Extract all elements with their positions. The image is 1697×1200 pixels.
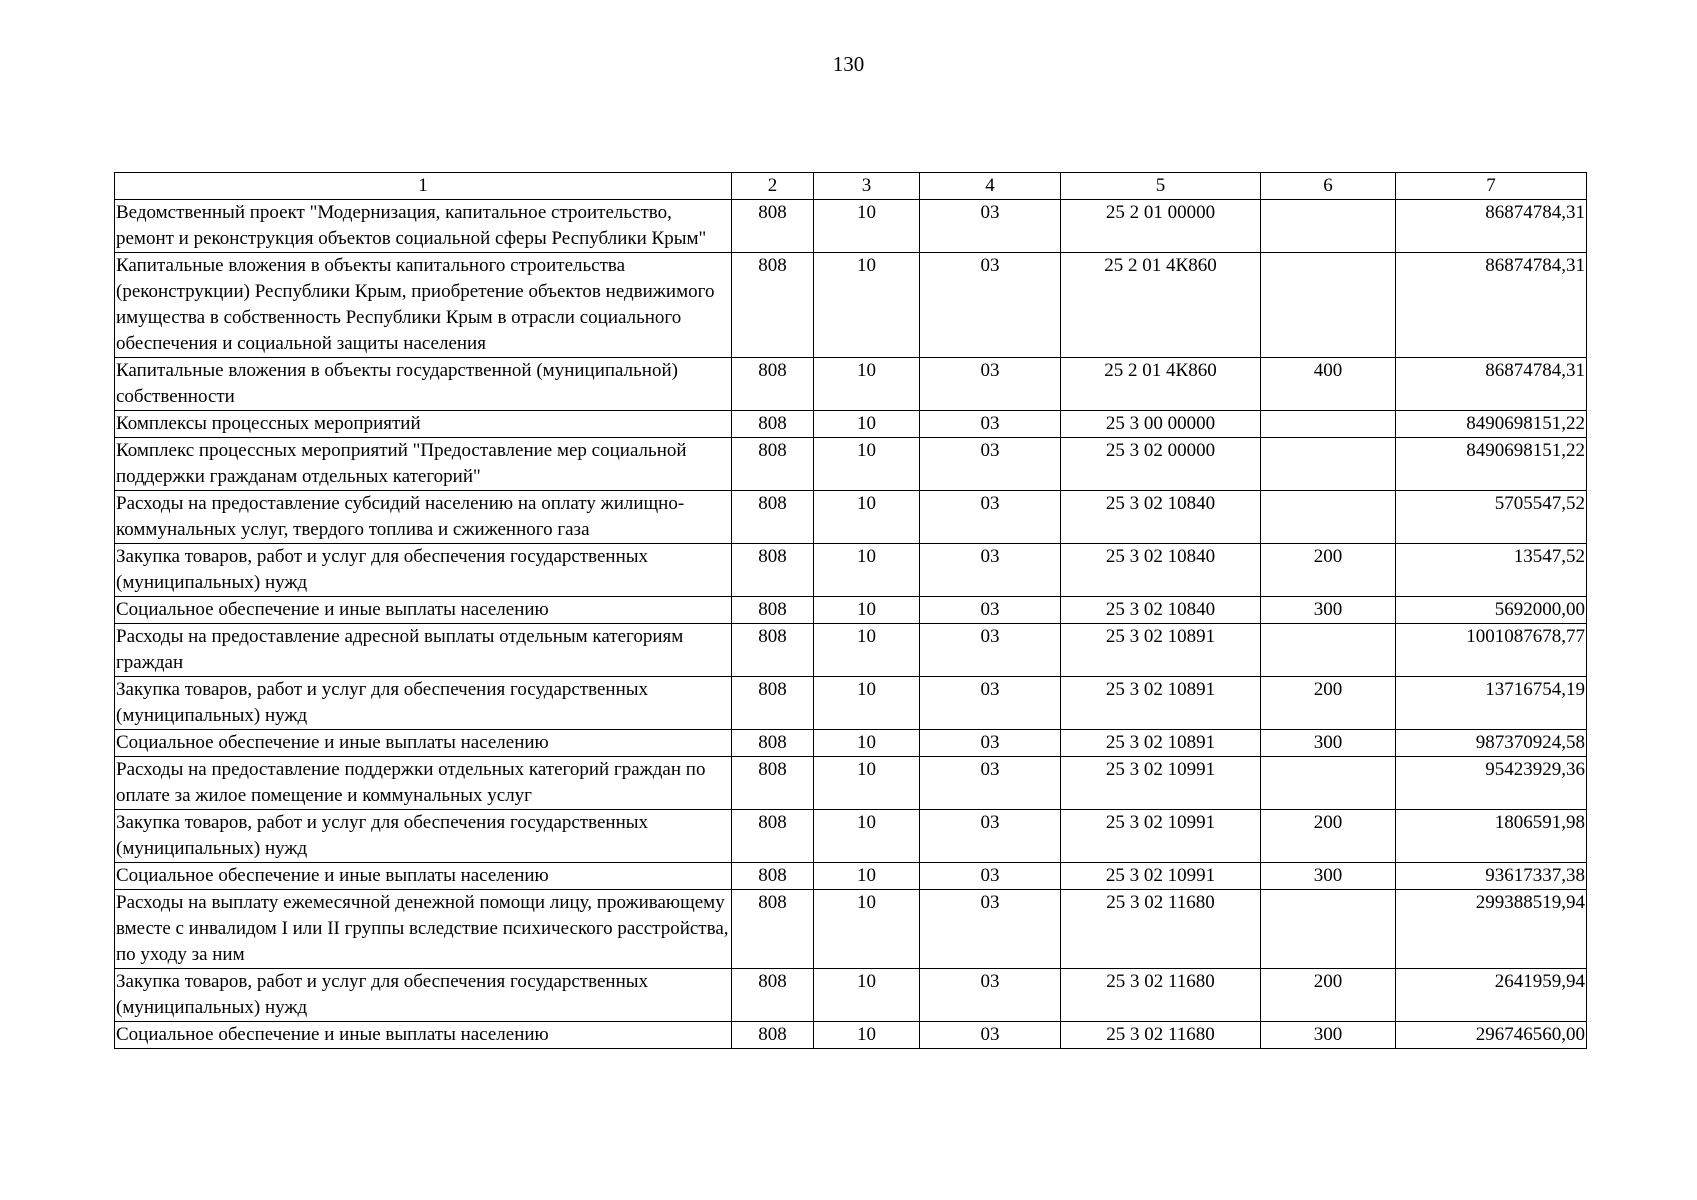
expense-type-cell xyxy=(1261,890,1396,969)
subsection-cell: 03 xyxy=(920,253,1061,358)
admin-code-cell: 808 xyxy=(732,863,814,890)
target-article-cell: 25 3 02 00000 xyxy=(1061,438,1261,491)
target-article-cell: 25 2 01 4К860 xyxy=(1061,253,1261,358)
table-row xyxy=(115,677,1587,730)
row-name-cell: Социальное обеспечение и иные выплаты населению xyxy=(115,730,732,757)
expense-type-cell: 300 xyxy=(1261,597,1396,624)
table-row xyxy=(115,411,1587,438)
admin-code-cell: 808 xyxy=(732,491,814,544)
target-article-cell: 25 3 02 10991 xyxy=(1061,757,1261,810)
subsection-cell: 03 xyxy=(920,200,1061,253)
table-row xyxy=(115,624,1587,677)
amount-cell: 86874784,31 xyxy=(1396,253,1587,358)
row-name-cell: Закупка товаров, работ и услуг для обеспечения государственных (муниципальных) нужд xyxy=(115,969,732,1022)
amount-cell: 5705547,52 xyxy=(1396,491,1587,544)
amount-cell: 93617337,38 xyxy=(1396,863,1587,890)
admin-code-cell: 808 xyxy=(732,810,814,863)
section-cell: 10 xyxy=(814,810,920,863)
target-article-cell: 25 3 02 10891 xyxy=(1061,677,1261,730)
expense-type-cell: 200 xyxy=(1261,969,1396,1022)
section-cell: 10 xyxy=(814,624,920,677)
row-name-cell: Расходы на предоставление адресной выплаты отдельным категориям граждан xyxy=(115,624,732,677)
amount-cell: 1001087678,77 xyxy=(1396,624,1587,677)
section-cell: 10 xyxy=(814,969,920,1022)
row-name-cell: Расходы на выплату ежемесячной денежной помощи лицу, проживающему вместе с инвалидом I или II группы вследствие психического расстройства, по уходу за ним xyxy=(115,890,732,969)
table-row xyxy=(115,757,1587,810)
subsection-cell: 03 xyxy=(920,730,1061,757)
table-row xyxy=(115,810,1587,863)
row-name-cell: Закупка товаров, работ и услуг для обеспечения государственных (муниципальных) нужд xyxy=(115,810,732,863)
table-row xyxy=(115,863,1587,890)
row-name-cell: Комплексы процессных мероприятий xyxy=(115,411,732,438)
expense-type-cell xyxy=(1261,491,1396,544)
expense-type-cell xyxy=(1261,757,1396,810)
subsection-cell: 03 xyxy=(920,969,1061,1022)
target-article-cell: 25 3 02 10840 xyxy=(1061,544,1261,597)
row-name-cell: Капитальные вложения в объекты капитального строительства (реконструкции) Республики Крым, приобретение объектов недвижимого имущества в собственность Республики Крым в отрасли социального обеспечения и социальной защиты населения xyxy=(115,253,732,358)
amount-cell: 1806591,98 xyxy=(1396,810,1587,863)
amount-cell: 5692000,00 xyxy=(1396,597,1587,624)
target-article-cell: 25 3 02 11680 xyxy=(1061,969,1261,1022)
target-article-cell: 25 3 02 10840 xyxy=(1061,491,1261,544)
target-article-cell: 25 3 02 11680 xyxy=(1061,890,1261,969)
row-name-cell: Закупка товаров, работ и услуг для обеспечения государственных (муниципальных) нужд xyxy=(115,677,732,730)
row-name-cell: Социальное обеспечение и иные выплаты населению xyxy=(115,863,732,890)
section-cell: 10 xyxy=(814,1022,920,1049)
expense-type-cell xyxy=(1261,411,1396,438)
header-row xyxy=(115,173,1587,200)
section-cell: 10 xyxy=(814,491,920,544)
table-row xyxy=(115,969,1587,1022)
amount-cell: 2641959,94 xyxy=(1396,969,1587,1022)
expense-type-cell xyxy=(1261,624,1396,677)
row-name-cell: Закупка товаров, работ и услуг для обеспечения государственных (муниципальных) нужд xyxy=(115,544,732,597)
subsection-cell: 03 xyxy=(920,1022,1061,1049)
admin-code-cell: 808 xyxy=(732,358,814,411)
amount-cell: 299388519,94 xyxy=(1396,890,1587,969)
admin-code-cell: 808 xyxy=(732,757,814,810)
section-cell: 10 xyxy=(814,544,920,597)
budget-table xyxy=(114,172,1587,1049)
subsection-cell: 03 xyxy=(920,890,1061,969)
section-cell: 10 xyxy=(814,411,920,438)
row-name-cell: Комплекс процессных мероприятий "Предоставление мер социальной поддержки гражданам отдельных категорий" xyxy=(115,438,732,491)
admin-code-cell: 808 xyxy=(732,1022,814,1049)
admin-code-cell: 808 xyxy=(732,200,814,253)
table-body xyxy=(115,200,1587,1049)
table-row xyxy=(115,597,1587,624)
section-cell: 10 xyxy=(814,438,920,491)
column-header: 1 xyxy=(115,173,732,200)
admin-code-cell: 808 xyxy=(732,438,814,491)
expense-type-cell: 300 xyxy=(1261,863,1396,890)
table-row xyxy=(115,438,1587,491)
column-header: 4 xyxy=(920,173,1061,200)
column-header: 2 xyxy=(732,173,814,200)
column-header: 6 xyxy=(1261,173,1396,200)
expense-type-cell: 200 xyxy=(1261,810,1396,863)
section-cell: 10 xyxy=(814,200,920,253)
table-row xyxy=(115,200,1587,253)
table-row xyxy=(115,358,1587,411)
subsection-cell: 03 xyxy=(920,491,1061,544)
subsection-cell: 03 xyxy=(920,358,1061,411)
subsection-cell: 03 xyxy=(920,597,1061,624)
amount-cell: 86874784,31 xyxy=(1396,200,1587,253)
target-article-cell: 25 2 01 00000 xyxy=(1061,200,1261,253)
admin-code-cell: 808 xyxy=(732,677,814,730)
section-cell: 10 xyxy=(814,730,920,757)
expense-type-cell xyxy=(1261,200,1396,253)
admin-code-cell: 808 xyxy=(732,253,814,358)
expense-type-cell: 300 xyxy=(1261,730,1396,757)
column-header: 5 xyxy=(1061,173,1261,200)
section-cell: 10 xyxy=(814,677,920,730)
amount-cell: 86874784,31 xyxy=(1396,358,1587,411)
expense-type-cell: 200 xyxy=(1261,544,1396,597)
amount-cell: 8490698151,22 xyxy=(1396,438,1587,491)
row-name-cell: Ведомственный проект "Модернизация, капитальное строительство, ремонт и реконструкция объектов социальной сферы Республики Крым" xyxy=(115,200,732,253)
amount-cell: 987370924,58 xyxy=(1396,730,1587,757)
admin-code-cell: 808 xyxy=(732,411,814,438)
subsection-cell: 03 xyxy=(920,438,1061,491)
target-article-cell: 25 3 02 11680 xyxy=(1061,1022,1261,1049)
row-name-cell: Капитальные вложения в объекты государственной (муниципальной) собственности xyxy=(115,358,732,411)
admin-code-cell: 808 xyxy=(732,544,814,597)
section-cell: 10 xyxy=(814,358,920,411)
page-number: 130 xyxy=(832,52,865,76)
admin-code-cell: 808 xyxy=(732,730,814,757)
table-row xyxy=(115,253,1587,358)
expense-type-cell xyxy=(1261,253,1396,358)
row-name-cell: Социальное обеспечение и иные выплаты населению xyxy=(115,1022,732,1049)
row-name-cell: Социальное обеспечение и иные выплаты населению xyxy=(115,597,732,624)
expense-type-cell: 400 xyxy=(1261,358,1396,411)
amount-cell: 296746560,00 xyxy=(1396,1022,1587,1049)
admin-code-cell: 808 xyxy=(732,890,814,969)
subsection-cell: 03 xyxy=(920,810,1061,863)
subsection-cell: 03 xyxy=(920,544,1061,597)
admin-code-cell: 808 xyxy=(732,624,814,677)
table-row xyxy=(115,730,1587,757)
subsection-cell: 03 xyxy=(920,624,1061,677)
amount-cell: 8490698151,22 xyxy=(1396,411,1587,438)
subsection-cell: 03 xyxy=(920,411,1061,438)
expense-type-cell: 200 xyxy=(1261,677,1396,730)
target-article-cell: 25 3 00 00000 xyxy=(1061,411,1261,438)
section-cell: 10 xyxy=(814,253,920,358)
table-row xyxy=(115,491,1587,544)
section-cell: 10 xyxy=(814,863,920,890)
target-article-cell: 25 3 02 10891 xyxy=(1061,624,1261,677)
target-article-cell: 25 3 02 10891 xyxy=(1061,730,1261,757)
section-cell: 10 xyxy=(814,597,920,624)
target-article-cell: 25 3 02 10991 xyxy=(1061,863,1261,890)
amount-cell: 95423929,36 xyxy=(1396,757,1587,810)
column-header: 3 xyxy=(814,173,920,200)
admin-code-cell: 808 xyxy=(732,597,814,624)
expense-type-cell xyxy=(1261,438,1396,491)
subsection-cell: 03 xyxy=(920,757,1061,810)
table-row xyxy=(115,890,1587,969)
expense-type-cell: 300 xyxy=(1261,1022,1396,1049)
subsection-cell: 03 xyxy=(920,863,1061,890)
row-name-cell: Расходы на предоставление субсидий населению на оплату жилищно-коммунальных услуг, твердого топлива и сжиженного газа xyxy=(115,491,732,544)
admin-code-cell: 808 xyxy=(732,969,814,1022)
subsection-cell: 03 xyxy=(920,677,1061,730)
section-cell: 10 xyxy=(814,757,920,810)
target-article-cell: 25 3 02 10840 xyxy=(1061,597,1261,624)
target-article-cell: 25 2 01 4К860 xyxy=(1061,358,1261,411)
section-cell: 10 xyxy=(814,890,920,969)
table-row xyxy=(115,1022,1587,1049)
target-article-cell: 25 3 02 10991 xyxy=(1061,810,1261,863)
amount-cell: 13547,52 xyxy=(1396,544,1587,597)
table-row xyxy=(115,544,1587,597)
amount-cell: 13716754,19 xyxy=(1396,677,1587,730)
column-header: 7 xyxy=(1396,173,1587,200)
row-name-cell: Расходы на предоставление поддержки отдельных категорий граждан по оплате за жилое помещение и коммунальных услуг xyxy=(115,757,732,810)
